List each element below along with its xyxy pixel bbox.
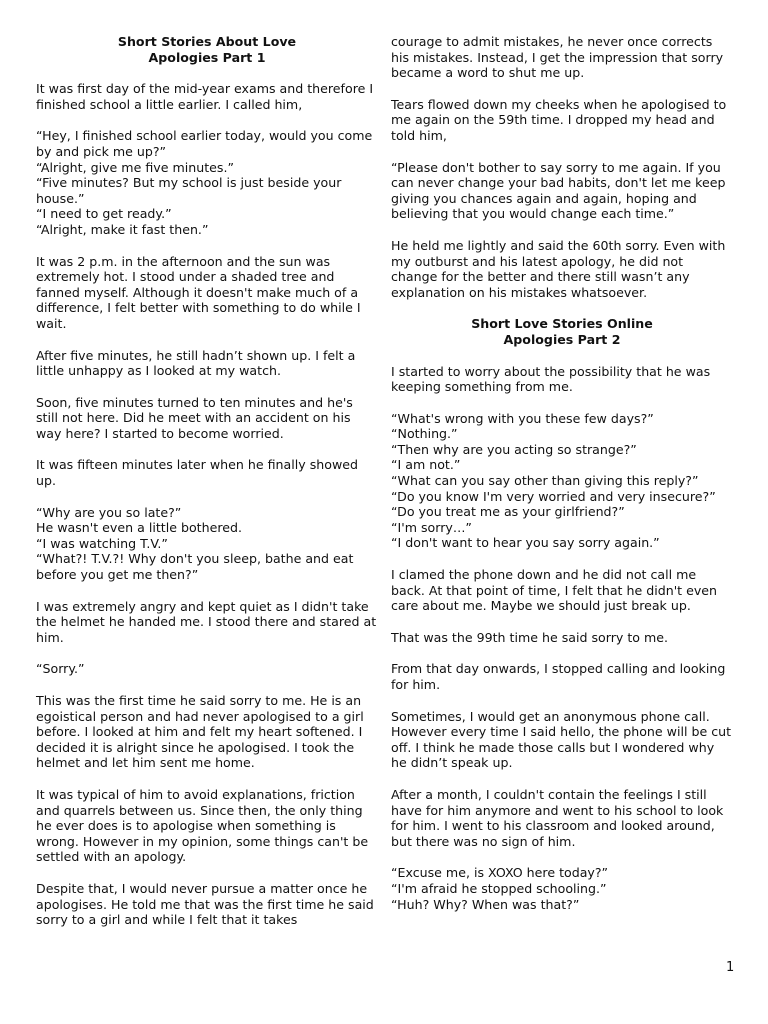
paragraph: He held me lightly and said the 60th sorry. Even with my outburst and his latest apology, he did not change for the better and there still wasn’t any explanation on his mistakes whatsoever. (391, 237, 726, 300)
right-column (391, 34, 733, 928)
section-heading-part-1 (36, 34, 378, 65)
paragraph: Tears flowed down my cheeks when he apologised to me again on the 59th time. I dropped my head and told him, (391, 96, 727, 143)
dialogue-block: “Hey, I finished school earlier today, would you come by and pick me up?” “Alright, give me five minutes.” “Five minutes? But my school is just beside your house.” “I need to get ready.” “Alright, make it fast then.” (36, 128, 373, 237)
paragraph: After five minutes, he still hadn’t shown up. I felt a little unhappy as I looked at my watch. (36, 347, 356, 379)
heading-title: Short Love Stories Online (471, 316, 653, 332)
heading-subtitle: Apologies Part 2 (503, 331, 621, 347)
paragraph: I clamed the phone down and he did not call me back. At that point of time, I felt that he didn't even care about me. Maybe we should just break up. (391, 567, 718, 614)
heading-title: Short Stories About Love (117, 34, 297, 49)
paragraph: courage to admit mistakes, he never once corrects his mistakes. Instead, I get the impression that sorry became a word to shut me up. (391, 34, 724, 81)
paragraph: It was fifteen minutes later when he finally showed up. (36, 457, 358, 489)
dialogue-block: “What's wrong with you these few days?” “Nothing.” “Then why are you acting so strange?” “I am not.” “What can you say other than giving this reply?” “Do you know I'm very worried and very insecure?” “Do you treat me as your girlfriend?” “I'm sorry…” “I don't want to hear you say sorry again.” (391, 410, 716, 551)
paragraph: I was extremely angry and kept quiet as I didn't take the helmet he handed me. I stood there and stared at him. (36, 598, 377, 645)
paragraph: This was the first time he said sorry to me. He is an egoistical person and had never apologised to a girl before. I looked at him and felt my heart softened. I decided it is alright since he apologised. I took the helmet and let him sent me home. (36, 693, 364, 771)
dialogue-line: “Sorry.” (36, 661, 85, 677)
left-column (36, 34, 378, 944)
dialogue-block: “Excuse me, is XOXO here today?” “I'm afraid he stopped schooling.” “Huh? Why? When was that?” (391, 865, 609, 912)
paragraph: After a month, I couldn't contain the feelings I still have for him anymore and went to his school to look for him. I went to his classroom and looked around, but there was no sign of him. (391, 786, 724, 849)
paragraph: Soon, five minutes turned to ten minutes and he's still not here. Did he meet with an accident on his way here? I started to become worried. (36, 394, 353, 441)
dialogue-line: “Please don't bother to say sorry to me again. If you can never change your bad habits, don't let me keep giving you chances again and again, hoping and believing that you would change each time.” (391, 159, 726, 222)
paragraph: From that day onwards, I stopped calling and looking for him. (391, 661, 726, 692)
paragraph: I started to worry about the possibility that he was keeping something from me. (391, 363, 711, 395)
paragraph: Despite that, I would never pursue a matter once he apologises. He told me that was the first time he said sorry to a girl and while I felt that it takes (36, 880, 374, 928)
paragraph: It was typical of him to avoid explanations, friction and quarrels between us. Since then, the only thing he ever does is to apologise when something is wrong. However in my opinion, some things can't be settled with an apology. (36, 786, 369, 865)
paragraph: It was first day of the mid-year exams and therefore I finished school a little earlier. I called him, (36, 81, 374, 112)
section-heading-part-2 (391, 316, 733, 347)
dialogue-block: “Why are you so late?” He wasn't even a little bothered. “I was watching T.V.” “What?! T.V.?! Why don't you sleep, bathe and eat before you get me then?” (36, 504, 354, 583)
heading-subtitle: Apologies Part 1 (148, 49, 266, 65)
paragraph: It was 2 p.m. in the afternoon and the sun was extremely hot. I stood under a shaded tree and fanned myself. Although it doesn't make much of a difference, I felt better with something to do while I wait. (36, 253, 361, 331)
paragraph: That was the 99th time he said sorry to me. (391, 629, 669, 645)
paragraph: Sometimes, I would get an anonymous phone call. However every time I said hello, the phone will be cut off. I think he made those calls but I wondered why he didn’t speak up. (391, 708, 732, 771)
page-number: 1 (726, 960, 735, 975)
